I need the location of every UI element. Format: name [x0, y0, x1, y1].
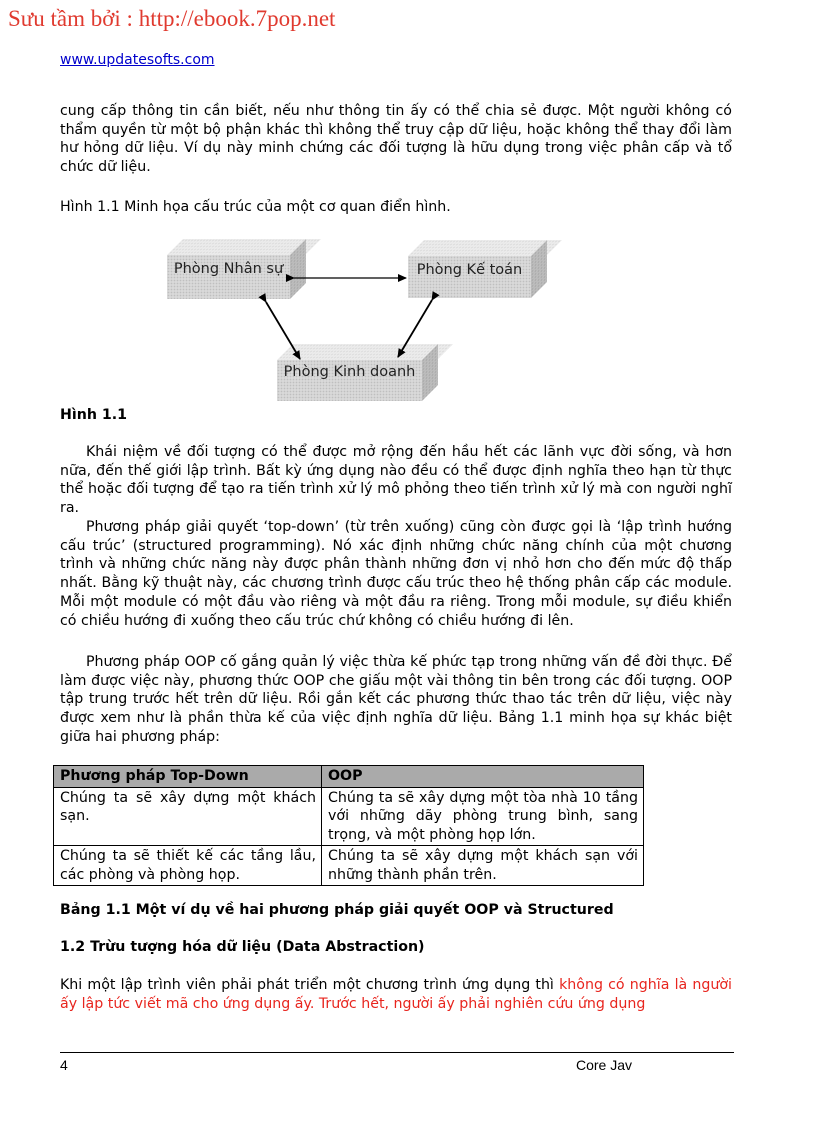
table-header-oop: OOP [322, 766, 644, 788]
box-accounting-label: Phòng Kế toán [416, 262, 523, 278]
figure-caption: Hình 1.1 [60, 407, 128, 423]
running-title: Core Jav [576, 1057, 633, 1073]
box-business-label: Phòng Kinh doanh [283, 364, 416, 380]
intro-paragraph: cung cấp thông tin cần biết, nếu như thông tin ấy có thể chia sẻ được. Một người không có thẩm quyền từ một bộ phận khác thì không thể truy cập dữ liệu, hoặc không thể thay đổi làm hư hỏng dữ liệu. Ví dụ này minh chứng các đối tượng là hữu dụng trong việc phân cấp và tổ chức dữ liệu. [60, 103, 732, 176]
paragraph-top-down: Phương pháp giải quyết ‘top-down’ (từ trên xuống) cũng còn được gọi là ‘lập trình hướng cấu trúc’ (structured programming). Nó xác định những chức năng chính của một chương trình và những chức năng này được phân thành những đơn vị nhỏ hơn cho đến mức độ thấp nhất. Bằng kỹ thuật này, các chương trình được cấu trúc theo hệ thống phân cấp các module. Mỗi một module có một đầu vào riêng và một đầu ra riêng. Trong mỗi module, sự điều khiển có chiều hướng đi xuống theo cấu trúc chứ không có chiều hướng đi lên. [60, 519, 732, 629]
box-hr-top-face [167, 239, 321, 255]
box-business-side-face [422, 344, 438, 401]
table-row [54, 787, 644, 846]
arrow-hr-business [266, 302, 300, 359]
box-accounting [408, 256, 531, 298]
section-heading: 1.2 Trừu tượng hóa dữ liệu (Data Abstraction) [60, 939, 425, 955]
table-header-row [54, 766, 644, 788]
footer-divider [60, 1052, 734, 1053]
site-link[interactable]: www.updatesofts.com [60, 52, 215, 68]
table-cell: Chúng ta sẽ xây dựng một tòa nhà 10 tầng với những dãy phòng trung bình, sang trọng, và một phòng họp lớn. [322, 787, 644, 846]
box-accounting-top-face [408, 240, 562, 256]
table-row [54, 846, 644, 886]
box-accounting-side-face [531, 240, 547, 298]
paragraph-objects: Khái niệm về đối tượng có thể được mở rộng đến hầu hết các lãnh vực đời sống, và hơn nữa, đến thế giới lập trình. Bất kỳ ứng dụng nào đều có thể được định nghĩa theo hạn từ thực thể hoặc đối tượng để tạo ra tiến trình xử lý mô phỏng theo tiến trình xử lý mà con người nghĩ ra. [60, 444, 732, 517]
box-hr [167, 255, 290, 299]
table-header-top-down: Phương pháp Top-Down [54, 766, 322, 788]
box-business-top-face [277, 344, 453, 360]
watermark-text: Sưu tầm bởi : http://ebook.7pop.net [8, 6, 336, 31]
last-paragraph-plain: Khi một lập trình viên phải phát triển một chương trình ứng dụng thì [60, 977, 560, 993]
comparison-table [53, 765, 644, 886]
paragraph-oop: Phương pháp OOP cố gắng quản lý việc thừa kế phức tạp trong những vấn đề đời thực. Để làm được việc này, phương thức OOP che giấu một vài thông tin bên trong các đối tượng. OOP tập trung trước hết trên dữ liệu. Rồi gắn kết các phương thức thao tác trên dữ liệu, việc này được xem như là phần thừa kế của việc định nghĩa dữ liệu. Bảng 1.1 minh họa sự khác biệt giữa hai phương pháp: [60, 654, 732, 745]
table-cell: Chúng ta sẽ xây dựng một khách sạn. [54, 787, 322, 846]
table-cell: Chúng ta sẽ thiết kế các tầng lầu, các phòng và phòng họp. [54, 846, 322, 886]
page-number: 4 [60, 1057, 68, 1073]
box-hr-label: Phòng Nhân sự [173, 261, 284, 277]
box-hr-side-face [290, 239, 306, 299]
box-business [277, 360, 422, 401]
table-cell: Chúng ta sẽ xây dựng một khách sạn với những thành phần trên. [322, 846, 644, 886]
arrow-accounting-business [398, 300, 432, 357]
last-paragraph [60, 976, 732, 1013]
figure-intro: Hình 1.1 Minh họa cấu trúc của một cơ quan điển hình. [60, 199, 451, 215]
table-caption: Bảng 1.1 Một ví dụ về hai phương pháp giải quyết OOP và Structured [60, 902, 614, 918]
last-paragraph-highlight: không có nghĩa là người ấy lập tức viết mã cho ứng dụng ấy. Trước hết, người ấy phải nghiên cứu ứng dụng [60, 977, 733, 1012]
